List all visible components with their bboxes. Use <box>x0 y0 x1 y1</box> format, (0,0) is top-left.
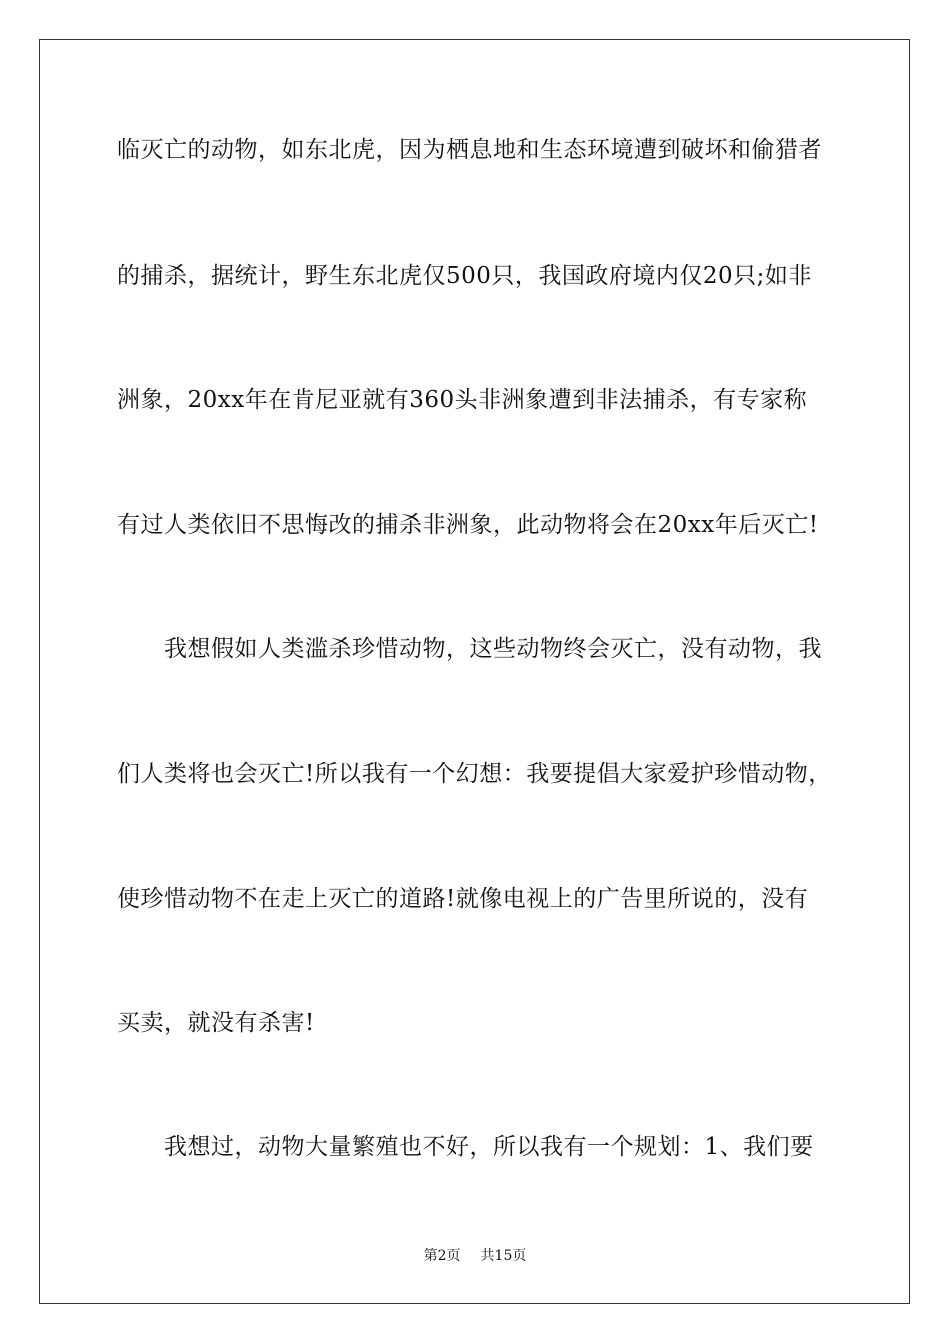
body-line-9: 我想过，动物大量繁殖也不好，所以我有一个规划：1、我们要 <box>164 1134 814 1160</box>
body-line-5: 我想假如人类滥杀珍惜动物，这些动物终会灭亡，没有动物，我 <box>164 636 822 662</box>
page-frame <box>39 39 910 1304</box>
body-line-1: 临灭亡的动物，如东北虎，因为栖息地和生态环境遭到破坏和偷猎者 <box>117 137 822 163</box>
body-line-7: 使珍惜动物不在走上灭亡的道路!就像电视上的广告里所说的，没有 <box>117 886 809 912</box>
body-line-4: 有过人类依旧不思悔改的捕杀非洲象，此动物将会在20xx年后灭亡! <box>117 512 819 538</box>
body-line-3: 洲象，20xx年在肯尼亚就有360头非洲象遭到非法捕杀，有专家称 <box>117 387 808 413</box>
page-total: 共15页 <box>480 1248 527 1264</box>
body-line-8: 买卖，就没有杀害! <box>117 1010 315 1036</box>
page-number: 第2页 <box>423 1248 461 1264</box>
body-line-6: 们人类将也会灭亡!所以我有一个幻想：我要提倡大家爱护珍惜动物， <box>117 761 832 787</box>
body-line-2: 的捕杀，据统计，野生东北虎仅500只，我国政府境内仅20只;如非 <box>117 263 812 289</box>
page-footer <box>0 1247 950 1265</box>
